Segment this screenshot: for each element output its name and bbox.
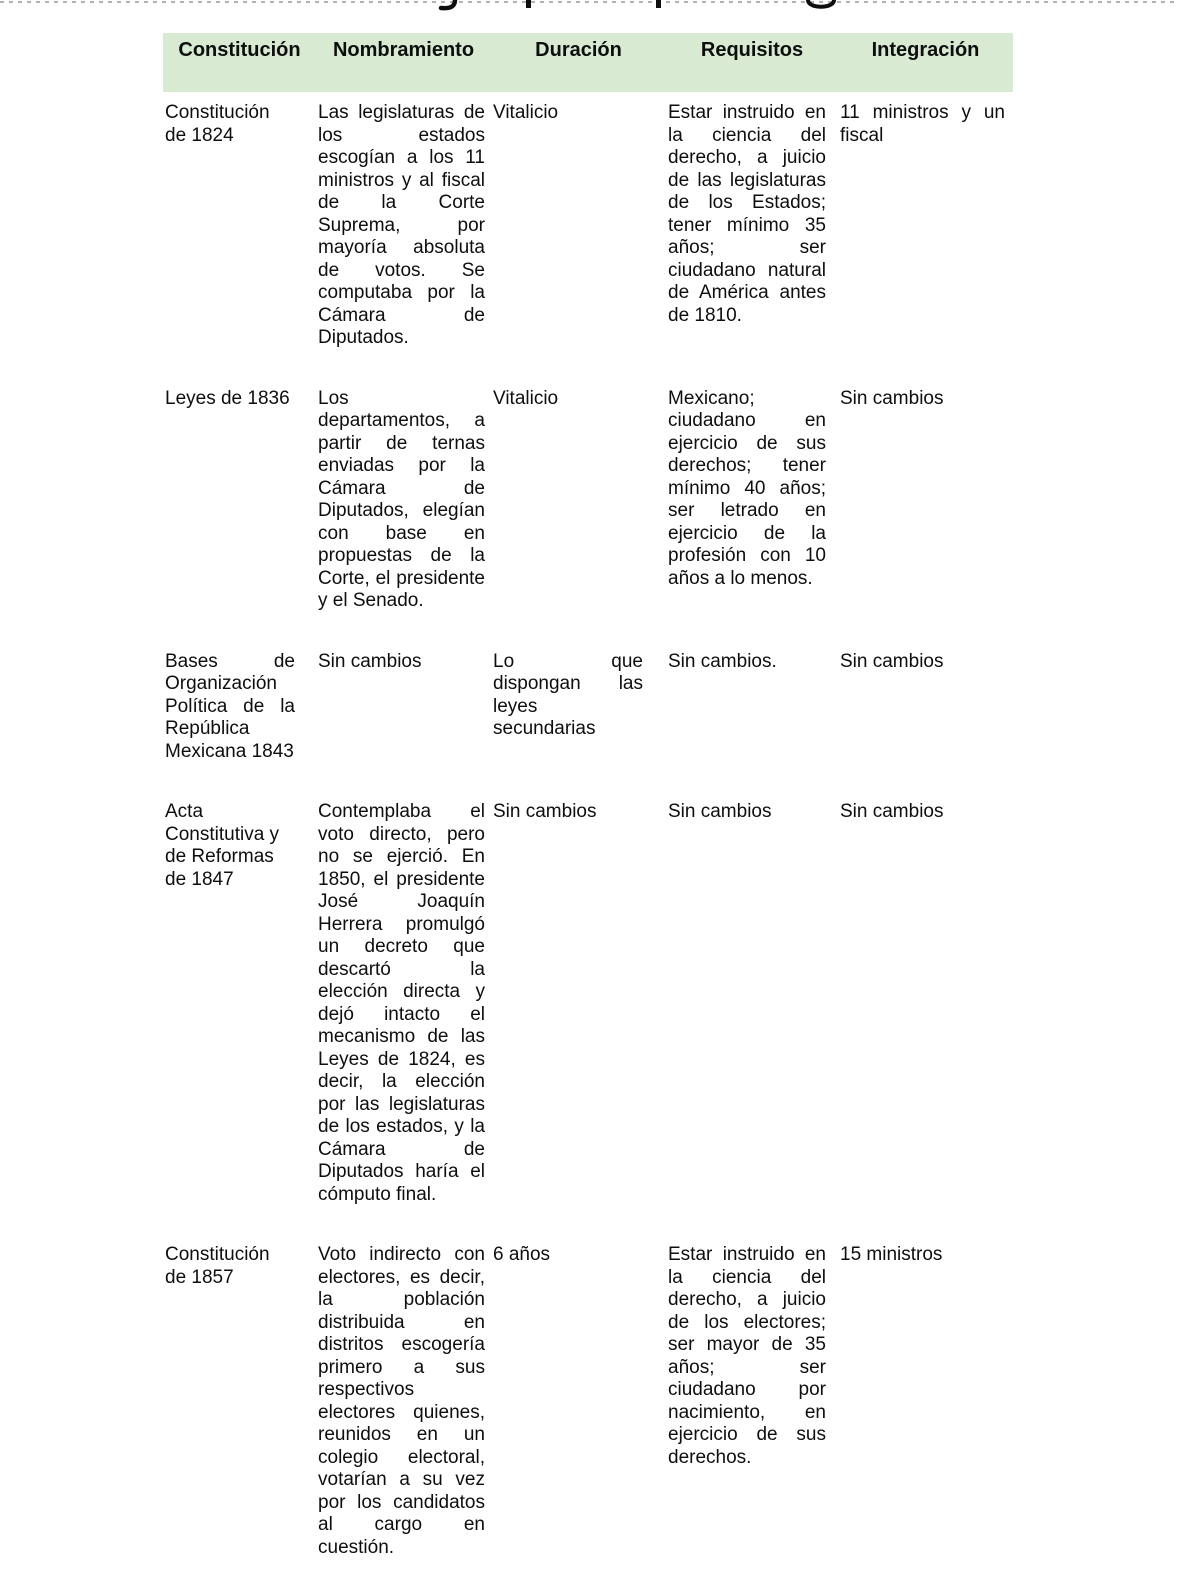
table-row-1857 <box>163 1206 1013 1559</box>
cell-constitucion: Constitución de 1857 <box>165 1244 270 1288</box>
table-row-1843 <box>163 613 1013 764</box>
cell-nombramiento: Las legislaturas de los estados escogían a los 11 ministros y al fiscal de la Corte Suprema, por mayoría absoluta de votos. Se computaba por la Cámara de Diputados. <box>318 102 485 348</box>
cell-nombramiento: Los departamentos, a partir de ternas enviadas por la Cámara de Diputados, elegían con base en propuestas de la Corte, el presidente y el Senado. <box>318 387 485 611</box>
column-header-integracion: Integración <box>838 33 1013 92</box>
cell-integracion: 11 ministros y un fiscal <box>840 102 1005 146</box>
cell-integracion: Sin cambios <box>840 650 944 672</box>
header-row <box>163 33 1013 92</box>
column-header-constitucion: Constitución <box>163 33 316 92</box>
cell-constitucion: Bases de Organización Política de la República Mexicana 1843 <box>165 650 295 762</box>
cell-integracion: 15 ministros <box>840 1244 943 1265</box>
cell-nombramiento: Voto indirecto con electores, es decir, la población distribuida en distritos escogería primero a sus respectivos electores quienes, reunidos en un colegio electoral, votarían a su vez por los candidatos al cargo en cuestión. <box>318 1244 485 1558</box>
cell-duracion: Lo que dispongan las leyes secundarias <box>493 650 643 739</box>
table-row-1847 <box>163 763 1013 1206</box>
cell-requisitos: Mexicano; ciudadano en ejercicio de sus derechos; tener mínimo 40 años; ser letrado en ejercicio de la profesión con 10 años a lo menos. <box>668 387 826 589</box>
constitutions-comparison-table <box>163 33 1013 1559</box>
cell-integracion: Sin cambios <box>840 387 944 409</box>
column-header-duracion: Duración <box>491 33 666 92</box>
column-header-requisitos: Requisitos <box>666 33 838 92</box>
cell-constitucion: Constitución de 1824 <box>165 102 270 146</box>
cell-nombramiento: Sin cambios <box>318 650 422 672</box>
cell-duracion: Vitalicio <box>493 387 559 409</box>
cell-constitucion: Acta Constitutiva y de Reformas de 1847 <box>165 801 280 890</box>
cell-duracion: 6 años <box>493 1244 551 1265</box>
table-row-1836 <box>163 350 1013 613</box>
cell-duracion: Sin cambios <box>493 801 597 822</box>
clipped-title-descenders <box>0 0 1179 12</box>
cell-nombramiento: Contemplaba el voto directo, pero no se ejerció. En 1850, el presidente José Joaquín Herrera promulgó un decreto que descartó la elección directa y dejó intacto el mecanismo de las Leyes de 1824, es decir, la elección por las legislaturas de los estados, y la Cámara de Diputados haría el cómputo final. <box>318 801 485 1205</box>
cell-integracion: Sin cambios <box>840 801 944 822</box>
column-header-nombramiento: Nombramiento <box>316 33 491 92</box>
cell-constitucion: Leyes de 1836 <box>165 387 290 409</box>
cell-requisitos: Sin cambios <box>668 801 772 822</box>
cell-requisitos: Estar instruido en la ciencia del derecho, a juicio de los electores; ser mayor de 35 años; ser ciudadano por nacimiento, en ejercicio de sus derechos. <box>668 1244 826 1468</box>
cell-duracion: Vitalicio <box>493 102 559 123</box>
cell-requisitos: Estar instruido en la ciencia del derecho, a juicio de las legislaturas de los Estados; tener mínimo 35 años; ser ciudadano natural de América antes de 1810. <box>668 102 826 326</box>
table-row-1824 <box>163 92 1013 350</box>
cell-requisitos: Sin cambios. <box>668 650 777 672</box>
